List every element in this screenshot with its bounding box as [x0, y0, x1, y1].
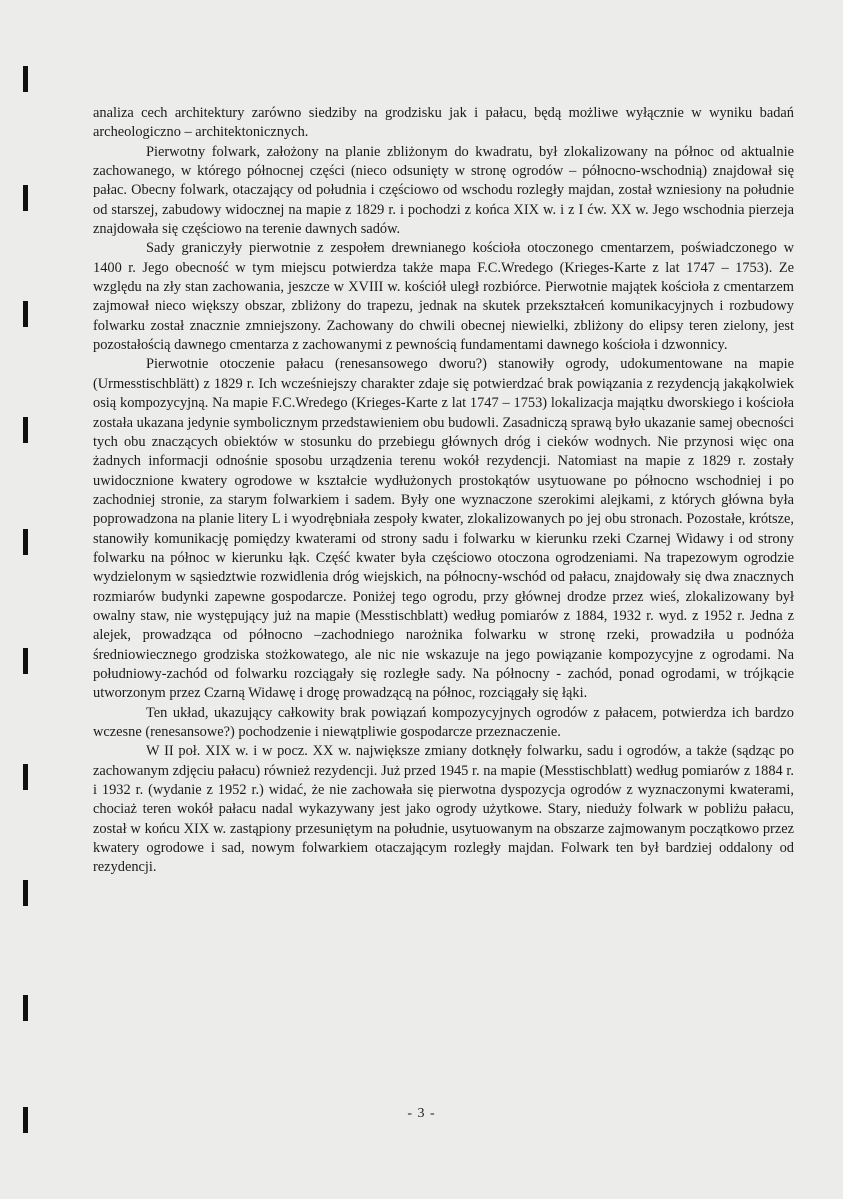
binder-hole-mark	[23, 66, 28, 92]
paragraph: Pierwotnie otoczenie pałacu (renesansowego dworu?) stanowiły ogrody, udokumentowane na mapie (Urmesstischblätt) z 1829 r. Ich wcześniejszy charakter zdaje się potwierdzać brak powiązania z rezydencją jakąkolwiek osią kompozycyjną. Na mapie F.C.Wredego (Krieges-Karte z lat 1747 – 1753) lokalizacja majątku dworskiego i kościoła została ukazana jedynie symbolicznym przedstawieniem obu budowli. Zasadniczą sprawą było ukazanie samej obecności tych obu znaczących obiektów w stosunku do przebiegu głównych dróg i cieków wodnych. Nie przynosi więc ona żadnych informacji odnośnie sposobu urządzenia terenu wokół rezydencji. Natomiast na mapie z 1829 r. zostały uwidocznione kwatery ogrodowe w kształcie wydłużonych prostokątów usytuowane po północno wschodniej i po zachodniej stronie, za starym folwarkiem i sadem. Były one wyznaczone szerokimi alejkami, z których główna była poprowadzona na planie litery L i wyodrębniała zespoły kwater, zlokalizowanych po jej obu stronach. Pozostałe, krótsze, stanowiły komunikację pomiędzy kwaterami od strony sadu i folwarku w kierunku rzeki Czarnej Widawy i od strony folwarku na północ w kierunku łąk. Część kwater była częściowo otoczona ogrodzeniami. Na trapezowym ogrodzie wydzielonym w sąsiedztwie rozwidlenia dróg wiejskich, na północny-wschód od pałacu, znajdowały się dwa znacznych rozmiarów budynki zapewne gospodarcze. Poniżej tego ogrodu, przy głównej drodze przez wieś, zlokalizowany był owalny staw, nie występujący już na mapie (Messtischblatt) według pomiarów z 1884, 1932 r. wyd. z 1952 r. Jedna z alejek, prowadząca od północno –zachodniego narożnika folwarku w stronę rzeki, prowadziła u podnóża średniowiecznego grodziska stożkowatego, ale nic nie wskazuje na jego powiązanie kompozycyjne z ogrodami. Na południowy-zachód od folwarku rozciągały się rozległe sady. Na północny - zachód, ponad ogrodami, w trójkącie utworzonym przez Czarną Widawę i drogę prowadzącą na północ, rozciągały się łąki.	[93, 356, 794, 702]
binder-hole-mark	[23, 529, 28, 555]
body-text	[93, 104, 794, 878]
binder-hole-mark	[23, 648, 28, 674]
binder-hole-mark	[23, 995, 28, 1021]
paragraph: analiza cech architektury zarówno siedziby na grodzisku jak i pałacu, będą możliwe wyłącznie w wyniku badań archeologiczno – architektonicznych.	[93, 105, 794, 141]
page-number: - 3 -	[407, 1106, 436, 1121]
binder-hole-mark	[23, 417, 28, 443]
binder-hole-mark	[23, 880, 28, 906]
binder-hole-mark	[23, 301, 28, 327]
paragraph: W II poł. XIX w. i w pocz. XX w. największe zmiany dotknęły folwarku, sadu i ogrodów, a także (sądząc po zachowanym zdjęciu pałacu) również rezydencji. Już przed 1945 r. na mapie (Messtischblatt) według pomiarów z 1884 r. i 1932 r. (wydanie z 1952 r.) widać, że nie zachowała się pierwotna dyspozycja ogrodów z wyznaczonymi kwaterami, chociaż teren wokół pałacu nadal wykazywany jest jako ogrody użytkowe. Stary, nieduży folwark w pobliżu pałacu, został w końcu XIX w. zastąpiony przesuniętym na południe, usytuowanym na obszarze zajmowanym początkowo przez kwatery ogrodowe i sad, nowym folwarkiem otaczającym rozległy majdan. Folwark ten był bardziej oddalony od rezydencji.	[93, 743, 794, 876]
binder-hole-mark	[23, 185, 28, 211]
paragraph: Ten układ, ukazujący całkowity brak powiązań kompozycyjnych ogrodów z pałacem, potwierdza ich bardzo wczesne (renesansowe?) pochodzenie i niewątpliwie gospodarcze przeznaczenie.	[93, 704, 794, 740]
paragraph: Sady graniczyły pierwotnie z zespołem drewnianego kościoła otoczonego cmentarzem, poświadczonego w 1400 r. Jego obecność w tym miejscu potwierdza także mapa F.C.Wredego (Krieges-Karte z lat 1747 – 1753). Ze względu na zły stan zachowania, jeszcze w XVIII w. kościół uległ rozbiórce. Pierwotnie majątek kościoła z cmentarzem zajmował nieco większy obszar, zbliżony do trapezu, jednak na skutek przekształceń komunikacyjnych i rozbudowy folwarku został znacznie zmniejszony. Zachowany do chwili obecnej niewielki, zbliżony do elipsy teren zielony, jest pozostałością dawnego cmentarza z zachowanymi z pewnością fundamentami dawnego kościoła i dzwonnicy.	[93, 240, 794, 354]
paragraph: Pierwotny folwark, założony na planie zbliżonym do kwadratu, był zlokalizowany na północ od aktualnie zachowanego, w którego północnej części (nieco odsunięty w stronę ogrodów – północno-wschodnią) znajdował się pałac. Obecny folwark, otaczający od południa i częściowo od wschodu rozległy majdan, został wzniesiony na południe od starszej, zabudowy widocznej na mapie z 1829 r. i pochodzi z końca XIX w. i z I ćw. XX w. Jego wschodnia pierzeja znajdowała się częściowo na terenie dawnych sadów.	[93, 143, 794, 238]
binder-hole-mark	[23, 764, 28, 790]
